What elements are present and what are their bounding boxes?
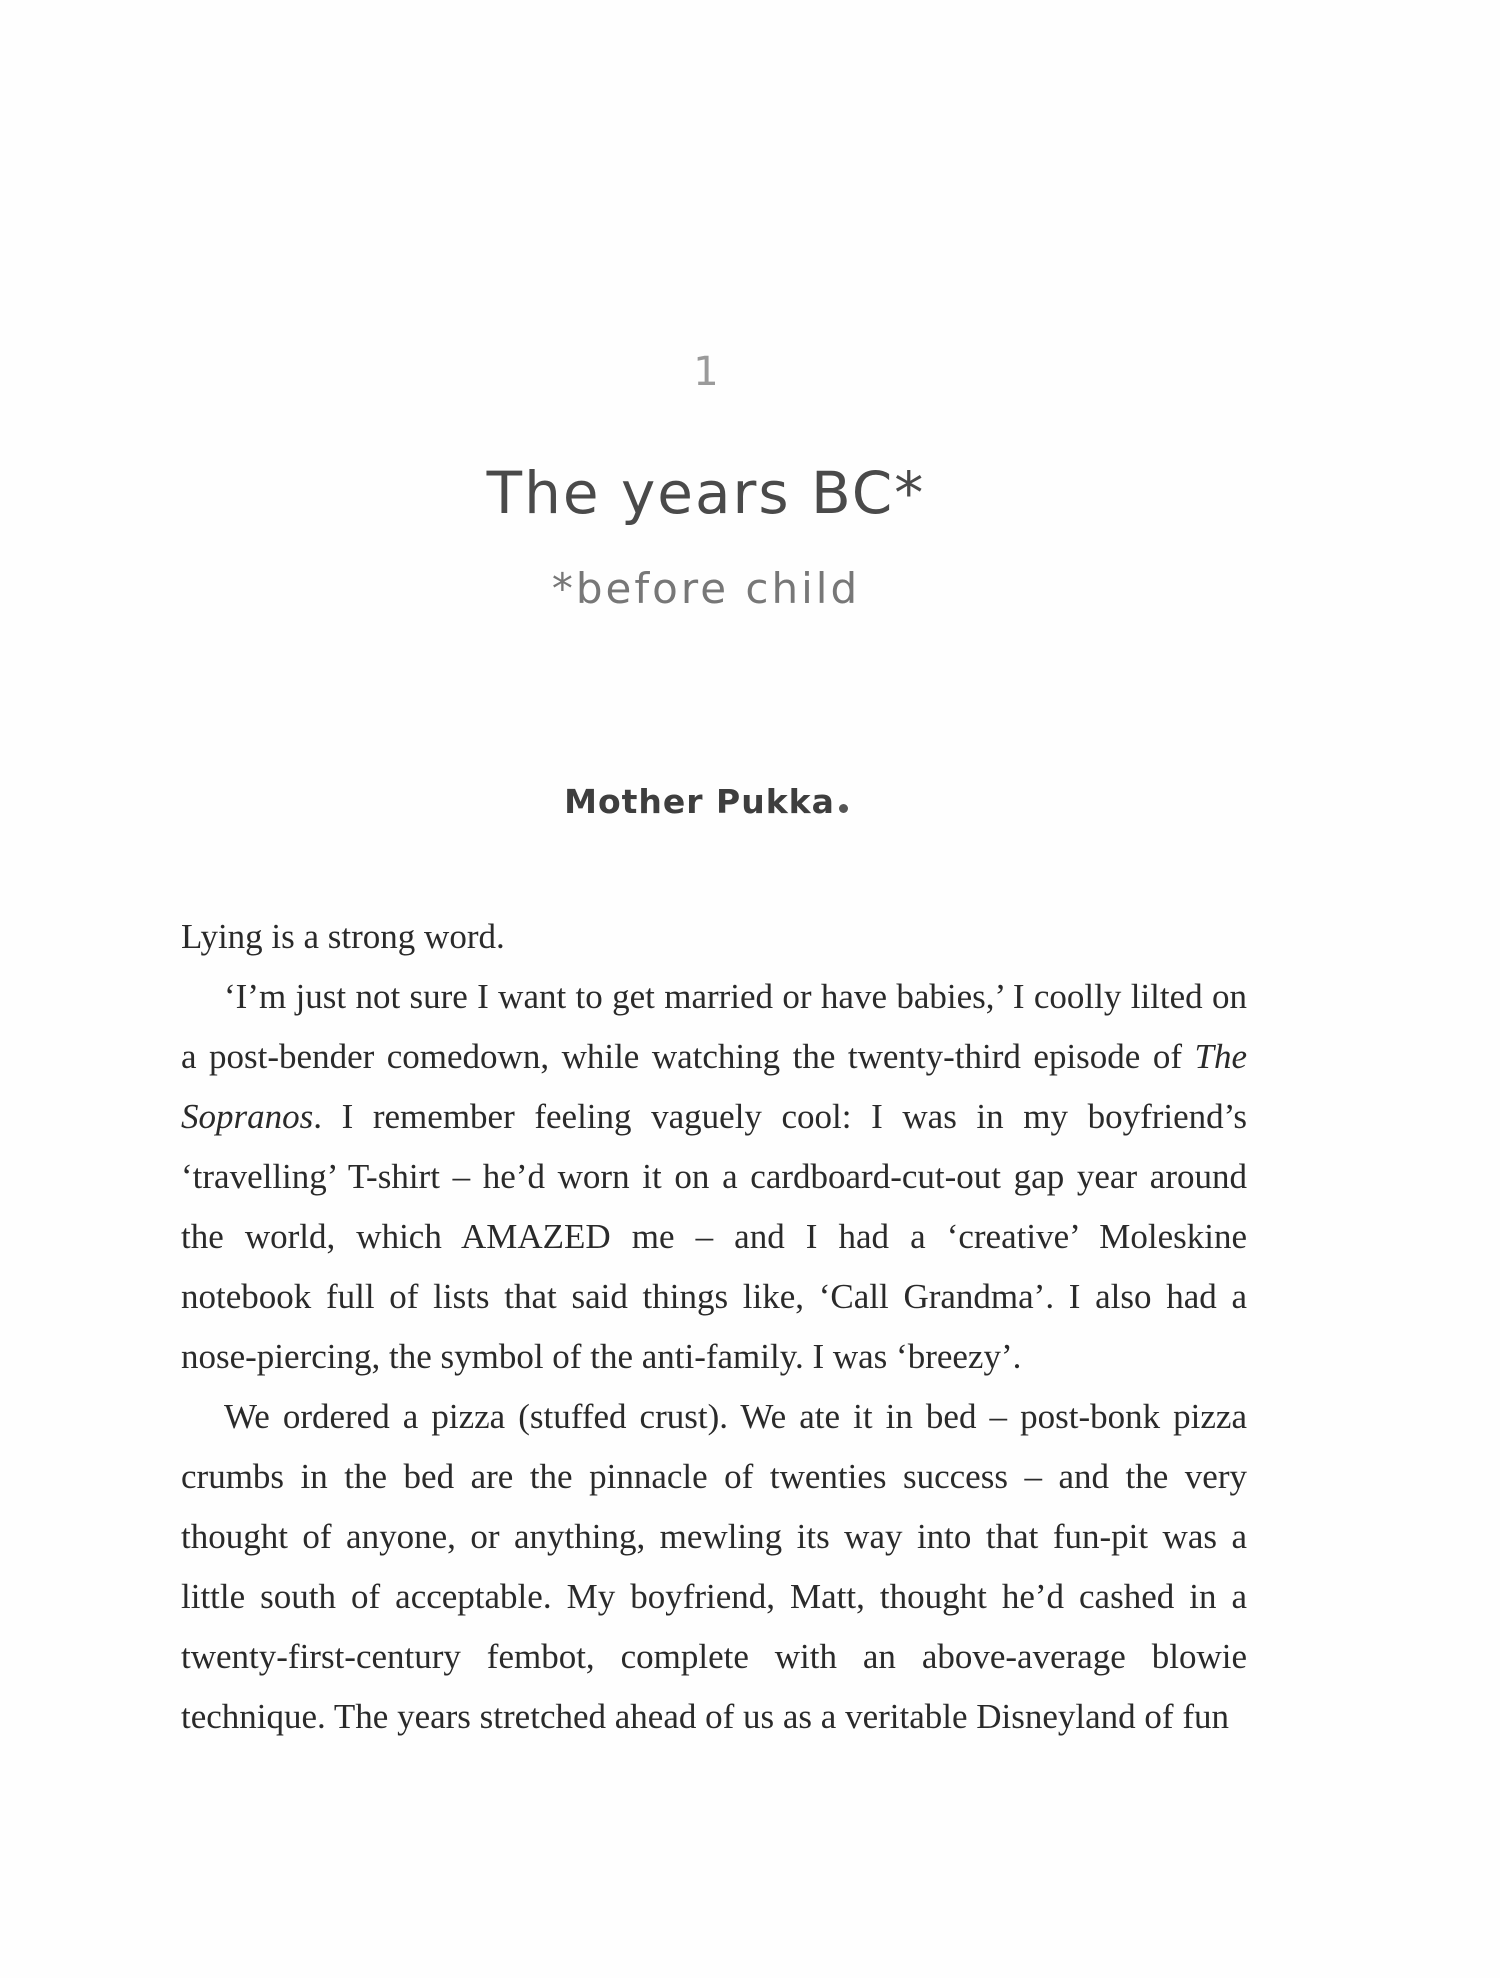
paragraph-2-start: ‘I’m just not sure I want to get married or have babies,’ I coolly lilted on a post-bender comedown, while watching the twenty-third episode of	[181, 977, 1247, 1076]
brand-dot-icon	[839, 804, 848, 813]
show-title: The Sopranos	[181, 1037, 1247, 1136]
chapter-subtitle: *before child	[551, 564, 861, 613]
body-text	[181, 907, 1247, 1747]
paragraph-2-end: . I remember feeling vaguely cool: I was in my boyfriend’s ‘travelling’ T-shirt – he’d worn it on a cardboard-cut-out gap year around the world, which AMAZED me – and I had a ‘creative’ Moleskine notebook full of lists that said things like, ‘Call Grandma’. I also had a nose-piercing, the symbol of the anti-family. I was ‘breezy’.	[181, 1097, 1247, 1376]
paragraph-2	[181, 967, 1247, 1387]
paragraph-3: We ordered a pizza (stuffed crust). We ate it in bed – post-bonk pizza crumbs in the bed are the pinnacle of twenties success – and the very thought of anyone, or anything, mewling its way into that fun-pit was a little south of acceptable. My boyfriend, Matt, thought he’d cashed in a twenty-first-century fembot, complete with an above-average blowie technique. The years stretched ahead of us as a veritable Disneyland of fun	[181, 1397, 1247, 1736]
brand-name: Mother Pukka	[564, 782, 835, 821]
brand-heading	[0, 784, 1412, 820]
chapter-number: 1	[693, 349, 719, 395]
paragraph-1: Lying is a strong word.	[181, 917, 505, 956]
chapter-title: The years BC*	[486, 459, 926, 527]
